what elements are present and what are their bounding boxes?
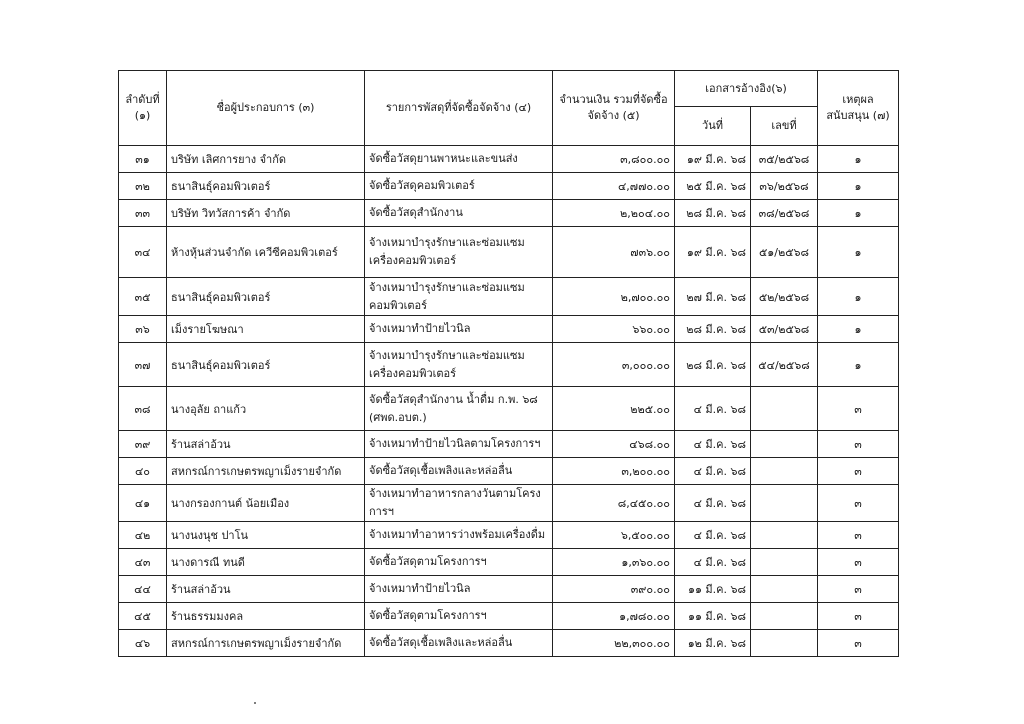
header-item: รายการพัสดุที่จัดซื้อจัดจ้าง (๔) xyxy=(365,71,553,146)
row-vendor: นางนงนุช ปาโน xyxy=(167,522,365,549)
table-row xyxy=(119,603,899,630)
row-seq: ๓๖ xyxy=(119,316,167,343)
row-item: จัดซื้อวัสดุตามโครงการฯ xyxy=(365,603,553,630)
row-amount: ๓,๘๐๐.๐๐ xyxy=(553,146,675,173)
row-reason: ๑ xyxy=(818,316,899,343)
row-date: ๑๒ มี.ค. ๖๘ xyxy=(675,630,751,657)
header-date: วันที่ xyxy=(675,107,751,146)
row-number: ๓๕/๒๕๖๘ xyxy=(751,146,818,173)
table-row xyxy=(119,316,899,343)
row-number: ๕๒/๒๕๖๘ xyxy=(751,278,818,316)
row-vendor: เม็งรายโฆษณา xyxy=(167,316,365,343)
row-vendor: บริษัท วิทวัสการค้า จำกัด xyxy=(167,200,365,227)
row-reason: ๓ xyxy=(818,522,899,549)
row-date: ๒๕ มี.ค. ๖๘ xyxy=(675,173,751,200)
row-amount: ๔,๗๗๐.๐๐ xyxy=(553,173,675,200)
row-item: จ้างเหมาทำป้ายไวนิล xyxy=(365,316,553,343)
row-vendor: นางอุลัย ถาแก้ว xyxy=(167,387,365,431)
row-reason: ๓ xyxy=(818,630,899,657)
table-row xyxy=(119,549,899,576)
header-amount: จำนวนเงิน รวมที่จัดซื้อ จัดจ้าง (๕) xyxy=(553,71,675,146)
procurement-table-sheet xyxy=(118,70,898,657)
row-seq: ๓๓ xyxy=(119,200,167,227)
row-amount: ๓๙๐.๐๐ xyxy=(553,576,675,603)
row-item: จ้างเหมาทำอาหารกลางวันตามโครงการฯ xyxy=(365,485,553,522)
procurement-table xyxy=(118,70,899,657)
row-reason: ๓ xyxy=(818,603,899,630)
row-reason: ๑ xyxy=(818,227,899,278)
row-item: จัดซื้อวัสดุสำนักงาน น้ำดื่ม ก.พ. ๖๘ (ศพด.อบต.) xyxy=(365,387,553,431)
row-vendor: นางดารณี ทนดี xyxy=(167,549,365,576)
row-seq: ๔๖ xyxy=(119,630,167,657)
row-amount: ๒๒๕.๐๐ xyxy=(553,387,675,431)
table-row xyxy=(119,173,899,200)
row-amount: ๖๖๐.๐๐ xyxy=(553,316,675,343)
row-amount: ๔๖๘.๐๐ xyxy=(553,431,675,458)
row-seq: ๔๓ xyxy=(119,549,167,576)
row-date: ๑๑ มี.ค. ๖๘ xyxy=(675,576,751,603)
row-vendor: ร้านสล่าอ้วน xyxy=(167,431,365,458)
table-row xyxy=(119,630,899,657)
row-number: ๕๔/๒๕๖๘ xyxy=(751,343,818,387)
row-amount: ๑,๗๘๐.๐๐ xyxy=(553,603,675,630)
row-reason: ๑ xyxy=(818,146,899,173)
row-number: ๕๓/๒๕๖๘ xyxy=(751,316,818,343)
row-date: ๑๙ มี.ค. ๖๘ xyxy=(675,227,751,278)
table-row xyxy=(119,431,899,458)
row-number xyxy=(751,431,818,458)
table-row xyxy=(119,343,899,387)
header-seq: ลำดับที่ (๑) xyxy=(119,71,167,146)
row-date: ๒๘ มี.ค. ๖๘ xyxy=(675,200,751,227)
header-vendor: ชื่อผู้ประกอบการ (๓) xyxy=(167,71,365,146)
row-reason: ๑ xyxy=(818,200,899,227)
row-amount: ๖,๕๐๐.๐๐ xyxy=(553,522,675,549)
row-vendor: ธนาสินธุ์คอมพิวเตอร์ xyxy=(167,343,365,387)
row-seq: ๔๕ xyxy=(119,603,167,630)
row-amount: ๘,๔๕๐.๐๐ xyxy=(553,485,675,522)
row-amount: ๓,๐๐๐.๐๐ xyxy=(553,343,675,387)
table-row xyxy=(119,278,899,316)
table-row xyxy=(119,227,899,278)
row-seq: ๓๘ xyxy=(119,387,167,431)
table-row xyxy=(119,576,899,603)
row-item: จ้างเหมาบำรุงรักษาและซ่อมแซมเครื่องคอมพิวเตอร์ xyxy=(365,343,553,387)
header-reference: เอกสารอ้างอิง(๖) xyxy=(675,71,818,107)
row-reason: ๓ xyxy=(818,458,899,485)
row-reason: ๑ xyxy=(818,278,899,316)
row-amount: ๗๓๖.๐๐ xyxy=(553,227,675,278)
row-amount: ๓,๒๐๐.๐๐ xyxy=(553,458,675,485)
row-reason: ๓ xyxy=(818,549,899,576)
row-date: ๒๗ มี.ค. ๖๘ xyxy=(675,278,751,316)
row-reason: ๑ xyxy=(818,173,899,200)
row-seq: ๓๔ xyxy=(119,227,167,278)
row-number: ๓๘/๒๕๖๘ xyxy=(751,200,818,227)
row-date: ๔ มี.ค. ๖๘ xyxy=(675,549,751,576)
table-row xyxy=(119,387,899,431)
row-date: ๑๑ มี.ค. ๖๘ xyxy=(675,603,751,630)
row-number xyxy=(751,549,818,576)
row-vendor: ห้างหุ้นส่วนจำกัด เควีซีคอมพิวเตอร์ xyxy=(167,227,365,278)
row-seq: ๔๔ xyxy=(119,576,167,603)
row-number xyxy=(751,485,818,522)
row-seq: ๓๑ xyxy=(119,146,167,173)
row-amount: ๒๒,๓๐๐.๐๐ xyxy=(553,630,675,657)
row-number xyxy=(751,387,818,431)
row-vendor: สหกรณ์การเกษตรพญาเม็งรายจำกัด xyxy=(167,630,365,657)
row-item: จัดซื้อวัสดุเชื้อเพลิงและหล่อลื่น xyxy=(365,630,553,657)
row-item: จัดซื้อวัสดุคอมพิวเตอร์ xyxy=(365,173,553,200)
row-date: ๒๘ มี.ค. ๖๘ xyxy=(675,343,751,387)
row-item: จัดซื้อวัสดุเชื้อเพลิงและหล่อลื่น xyxy=(365,458,553,485)
row-number xyxy=(751,458,818,485)
row-vendor: ธนาสินธุ์คอมพิวเตอร์ xyxy=(167,278,365,316)
row-date: ๔ มี.ค. ๖๘ xyxy=(675,387,751,431)
row-date: ๔ มี.ค. ๖๘ xyxy=(675,485,751,522)
table-row xyxy=(119,200,899,227)
table-row xyxy=(119,485,899,522)
row-amount: ๑,๓๖๐.๐๐ xyxy=(553,549,675,576)
table-row xyxy=(119,146,899,173)
row-amount: ๒,๗๐๐.๐๐ xyxy=(553,278,675,316)
row-reason: ๓ xyxy=(818,387,899,431)
row-date: ๔ มี.ค. ๖๘ xyxy=(675,522,751,549)
row-vendor: ร้านธรรมมงคล xyxy=(167,603,365,630)
scan-speck xyxy=(254,702,256,704)
row-reason: ๓ xyxy=(818,576,899,603)
row-seq: ๔๐ xyxy=(119,458,167,485)
row-seq: ๓๒ xyxy=(119,173,167,200)
row-vendor: นางกรองกานต์ น้อยเมือง xyxy=(167,485,365,522)
row-item: จ้างเหมาบำรุงรักษาและซ่อมแซมเครื่องคอมพิวเตอร์ xyxy=(365,227,553,278)
row-seq: ๓๕ xyxy=(119,278,167,316)
row-item: จ้างเหมาทำป้ายไวนิลตามโครงการฯ xyxy=(365,431,553,458)
table-row xyxy=(119,522,899,549)
row-number: ๕๑/๒๕๖๘ xyxy=(751,227,818,278)
row-seq: ๓๗ xyxy=(119,343,167,387)
row-number xyxy=(751,630,818,657)
row-item: จัดซื้อวัสดุยานพาหนะและขนส่ง xyxy=(365,146,553,173)
row-reason: ๓ xyxy=(818,485,899,522)
row-item: จ้างเหมาบำรุงรักษาและซ่อมแซมคอมพิวเตอร์ xyxy=(365,278,553,316)
row-number xyxy=(751,603,818,630)
row-date: ๑๙ มี.ค. ๖๘ xyxy=(675,146,751,173)
row-seq: ๓๙ xyxy=(119,431,167,458)
table-body xyxy=(119,146,899,657)
row-vendor: ร้านสล่าอ้วน xyxy=(167,576,365,603)
row-reason: ๑ xyxy=(818,343,899,387)
row-date: ๔ มี.ค. ๖๘ xyxy=(675,431,751,458)
row-seq: ๔๒ xyxy=(119,522,167,549)
row-amount: ๒,๒๐๔.๐๐ xyxy=(553,200,675,227)
header-reason: เหตุผล สนับสนุน (๗) xyxy=(818,71,899,146)
row-item: จัดซื้อวัสดุสำนักงาน xyxy=(365,200,553,227)
row-reason: ๓ xyxy=(818,431,899,458)
row-item: จ้างเหมาทำอาหารว่างพร้อมเครื่องดื่ม xyxy=(365,522,553,549)
row-number xyxy=(751,576,818,603)
row-number xyxy=(751,522,818,549)
row-date: ๔ มี.ค. ๖๘ xyxy=(675,458,751,485)
row-date: ๒๘ มี.ค. ๖๘ xyxy=(675,316,751,343)
row-item: จ้างเหมาทำป้ายไวนิล xyxy=(365,576,553,603)
row-vendor: ธนาสินธุ์คอมพิวเตอร์ xyxy=(167,173,365,200)
row-item: จัดซื้อวัสดุตามโครงการฯ xyxy=(365,549,553,576)
header-number: เลขที่ xyxy=(751,107,818,146)
table-row xyxy=(119,458,899,485)
row-vendor: สหกรณ์การเกษตรพญาเม็งรายจำกัด xyxy=(167,458,365,485)
row-seq: ๔๑ xyxy=(119,485,167,522)
row-vendor: บริษัท เลิศการยาง จำกัด xyxy=(167,146,365,173)
row-number: ๓๖/๒๕๖๘ xyxy=(751,173,818,200)
